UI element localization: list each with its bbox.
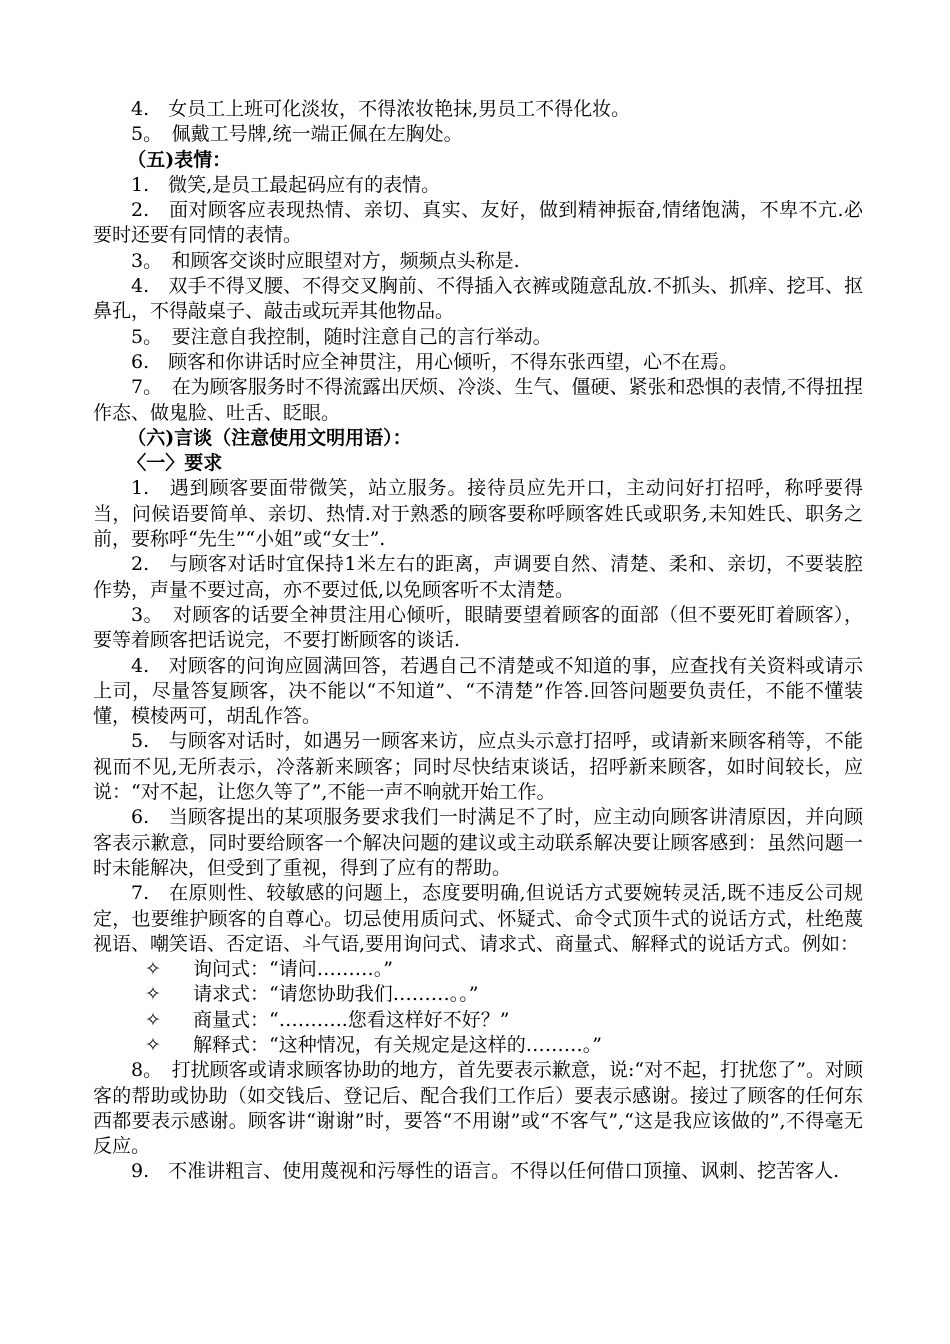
diamond-bullet-icon: ✧ [145,1033,161,1056]
paragraph: 5。 要注意自我控制，随时注意自己的言行举动。 [131,325,552,348]
paragraph: 7. 在原则性、较敏感的问题上，态度要明确,但说话方式要婉转灵活,既不违反公司规定，也要维护顾客的自尊心。切忌使用质问式、怀疑式、命令式顶牛式的说话方式，杜绝蔑视语、嘲笑语、否定语、斗气语,要用询问式、请求式、商量式、解释式的说话方式。例如： [93,882,863,955]
bullet-text: 解释式：“这种情况，有关规定是这样的………。” [193,1033,602,1056]
bullet-text: 询问式：“请问………。” [193,958,393,981]
paragraph: 3。 对顾客的话要全神贯注用心倾听，眼睛要望着顾客的面部（但不要死盯着顾客），要等着顾客把话说完，不要打断顾客的谈话. [93,603,863,652]
section-heading: （五)表情： [127,148,232,171]
paragraph: 4. 对顾客的问询应圆满回答，若遇自己不清楚或不知道的事，应查找有关资料或请示上司，尽量答复顾客，决不能以“不知道”、“不清楚”作答.回答问题要负责任，不能不懂装懂，模棱两可，胡乱作答。 [93,654,863,728]
bullet-text: 请求式：“请您协助我们………。。” [193,983,479,1006]
paragraph: 1. 遇到顾客要面带微笑，站立服务。接待员应先开口，主动问好打招呼，称呼要得当，问候语要简单、亲切、热情.对于熟悉的顾客要称呼顾客姓氏或职务,未知姓氏、职务之前，要称呼“先生”“小姐”或“女士”. [93,477,863,551]
paragraph: 1. 微笑,是员工最起码应有的表情。 [131,173,441,196]
subsection-heading: 〈一〉要求 [127,452,223,475]
paragraph: 3。 和顾客交谈时应眼望对方，频频点头称是. [131,249,520,272]
diamond-bullet-icon: ✧ [145,983,161,1006]
paragraph: 8。 打扰顾客或请求顾客协助的地方，首先要表示歉意，说:“对不起，打扰您了”。对顾客的帮助或协助（如交钱后、登记后、配合我们工作后）要表示感谢。接过了顾客的任何东西都要表示感谢。顾客讲“谢谢”时，要答“不用谢”或“不客气”,“这是我应该做的”,不得毫无反应。 [93,1059,863,1158]
paragraph: 5。 佩戴工号牌,统一端正佩在左胸处。 [131,123,463,146]
bullet-item [93,1008,863,1033]
document-page [93,97,863,1185]
bullet-text: 商量式：“………..您看这样好不好？” [193,1008,510,1031]
paragraph: 4. 女员工上班可化淡妆，不得浓妆艳抹,男员工不得化妆。 [131,98,631,120]
paragraph: 6. 当顾客提出的某项服务要求我们一时满足不了时，应主动向顾客讲清原因，并向顾客表示歉意，同时要给顾客一个解决问题的建议或主动联系解决要让顾客感到：虽然问题一时未能解决，但受到了重视，得到了应有的帮助。 [93,806,863,879]
bullet-item [93,1033,863,1058]
paragraph: 5. 与顾客对话时，如遇另一顾客来访，应点头示意打招呼，或请新来顾客稍等，不能视而不见,无所表示，冷落新来顾客；同时尽快结束谈话，招呼新来顾客，如时间较长，应说：“对不起，让您久等了”,不能一声不响就开始工作。 [93,730,863,804]
paragraph: 2. 与顾客对话时宜保持1米左右的距离，声调要自然、清楚、柔和、亲切，不要装腔作势，声量不要过高，亦不要过低,以免顾客听不太清楚。 [93,553,863,601]
paragraph: 4. 双手不得叉腰、不得交叉胸前、不得插入衣裤或随意乱放.不抓头、抓痒、挖耳、抠鼻孔，不得敲桌子、敲击或玩弄其他物品。 [93,275,863,323]
paragraph: 2. 面对顾客应表现热情、亲切、真实、友好，做到精神振奋,情绪饱满，不卑不亢.必要时还要有同情的表情。 [93,199,863,247]
diamond-bullet-icon: ✧ [145,1008,161,1031]
paragraph: 9. 不准讲粗言、使用蔑视和污辱性的语言。不得以任何借口顶撞、讽刺、挖苦客人. [131,1160,840,1183]
paragraph: 7。 在为顾客服务时不得流露出厌烦、冷淡、生气、僵硬、紧张和恐惧的表情,不得扭捏作态、做鬼脸、吐舌、眨眼。 [93,376,863,424]
paragraph: 6. 顾客和你讲话时应全神贯注，用心倾听，不得东张西望，心不在焉。 [131,350,739,373]
section-heading: （六)言谈（注意使用文明用语）： [127,426,412,449]
bullet-item [93,982,863,1007]
bullet-item [93,957,863,982]
diamond-bullet-icon: ✧ [145,958,161,981]
